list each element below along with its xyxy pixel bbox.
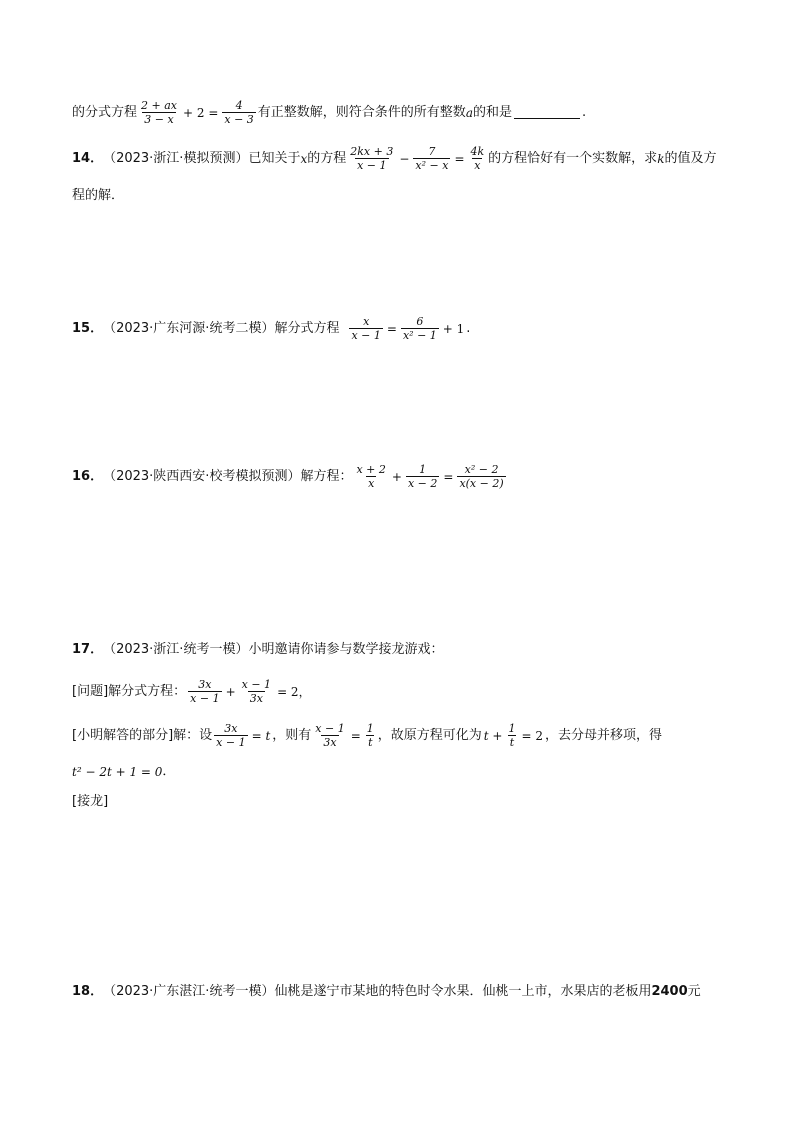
q16-fraction-1: $\frac{x + 2}{x}$: [356, 463, 386, 490]
q15-fraction-2: $\frac{6}{\text{x² − 1}}$: [402, 315, 437, 342]
q13-fraction-1: $\frac{2 + ax}{3 - x}$: [141, 99, 177, 126]
q17-answer-line: [72, 723, 722, 748]
q14-line-2-text: 程的解．: [72, 188, 125, 203]
q16-line: [72, 464, 722, 489]
q17-answer-fraction-2: $\frac{x - 1}{3x}$: [315, 722, 345, 749]
q14-text-2: 的方程: [307, 151, 347, 166]
q14-text-4: 的值及方: [664, 151, 717, 166]
q16-source: （2023·陕西西安·校考模拟预测）: [103, 469, 301, 484]
q16-fraction-2: $\frac{1}{x - 2}$: [407, 463, 438, 490]
q17-problem-fraction-2: $\frac{x - 1}{3x}$: [241, 678, 272, 705]
q18-line: [72, 985, 722, 998]
q16-fraction-3: $\frac{\text{x² − 2}}{x(x - 2)}$: [459, 463, 504, 490]
q18-source: （2023·广东湛江·统考一模）: [103, 984, 275, 999]
q14-source: （2023·浙江·模拟预测）: [103, 151, 249, 166]
q17-intro: 小明邀请你请参与数学接龙游戏：: [248, 642, 444, 657]
q18-text-2: 元: [687, 984, 701, 999]
q17-answer-label: [小明解答的部分]解：设: [72, 728, 213, 743]
q17-answer-eq-t: = t: [251, 728, 271, 743]
q15-plus-one: + 1: [442, 321, 465, 336]
q15-line: [72, 316, 722, 341]
q17-answer-fraction-4: $\frac{1}{t}$: [508, 722, 516, 749]
q14-var-k: k: [657, 151, 665, 166]
q17-equation: t² − 2t + 1 = 0: [72, 764, 163, 779]
q13-answer-blank[interactable]: [514, 106, 580, 119]
q17-answer-equals-2: = 2: [521, 728, 544, 743]
q15-fraction-1: $\frac{x}{x - 1}$: [351, 315, 381, 342]
q13-end: .: [581, 105, 587, 120]
q17-answer-equals: =: [350, 728, 361, 743]
q17-relay-label: [接龙]: [72, 794, 109, 809]
q13-text-2: 的和是: [472, 105, 512, 120]
q17-answer-fraction-1: $\frac{3x}{x - 1}$: [216, 722, 246, 749]
q17-answer-t-plus: t +: [483, 728, 503, 743]
q15-end: .: [466, 321, 471, 336]
q13-plus-two: + 2 =: [183, 105, 219, 120]
q17-line-1: [72, 643, 722, 656]
q17-problem-equals: = 2，: [277, 684, 311, 699]
q17-source: （2023·浙江·统考一模）: [103, 642, 249, 657]
q13-line: [72, 100, 722, 125]
q16-number: 16．: [72, 469, 104, 484]
q14-equals: =: [454, 151, 465, 166]
q18-amount: 2400: [651, 984, 688, 999]
q15-text-1: 解分式方程: [274, 321, 340, 336]
q14-text-3: 的方程恰好有一个实数解，求: [488, 151, 658, 166]
q17-problem-label: [问题]解分式方程：: [72, 684, 187, 699]
q13-var-a: a: [465, 105, 473, 120]
q17-problem-fraction-1: $\frac{3x}{x - 1}$: [190, 678, 220, 705]
q16-plus: +: [391, 469, 402, 484]
q17-equation-end: ．: [162, 764, 176, 779]
q13-fraction-2: $\frac{4}{x - 3}$: [224, 99, 254, 126]
q14-line-2: [72, 189, 722, 202]
q15-equals: =: [386, 321, 397, 336]
q14-fraction-2: $\frac{7}{\text{x² − x}}$: [415, 145, 449, 172]
q17-number: 17．: [72, 642, 104, 657]
q17-equation-line: [72, 765, 722, 778]
q15-number: 15．: [72, 321, 104, 336]
q13-lead: 的分式方程: [72, 105, 138, 120]
q14-fraction-3: $\frac{4k}{x}$: [470, 145, 485, 172]
q17-answer-text-1: ，则有: [272, 728, 312, 743]
q14-minus: −: [399, 151, 410, 166]
q14-number: 14．: [72, 151, 104, 166]
q17-answer-text-3: ，去分母并移项，得: [545, 728, 663, 743]
q16-equals: =: [443, 469, 454, 484]
q18-number: 18．: [72, 984, 104, 999]
q15-source: （2023·广东河源·统考二模）: [103, 321, 275, 336]
q14-line-1: [72, 146, 722, 171]
q17-problem-line: [72, 679, 722, 704]
q13-text-1: 有正整数解，则符合条件的所有整数: [257, 105, 466, 120]
q14-fraction-1: $\frac{2kx + 3}{x - 1}$: [350, 145, 394, 172]
q16-text-1: 解方程：: [300, 469, 353, 484]
q17-answer-fraction-3: $\frac{1}{t}$: [366, 722, 374, 749]
q18-text-1: 仙桃是遂宁市某地的特色时令水果．仙桃一上市，水果店的老板用: [274, 984, 652, 999]
q14-var-x: x: [300, 151, 308, 166]
q17-problem-plus: +: [225, 684, 236, 699]
q14-text-1: 已知关于: [248, 151, 301, 166]
q17-relay-line: [72, 795, 722, 808]
q17-answer-text-2: ，故原方程可化为: [377, 728, 482, 743]
